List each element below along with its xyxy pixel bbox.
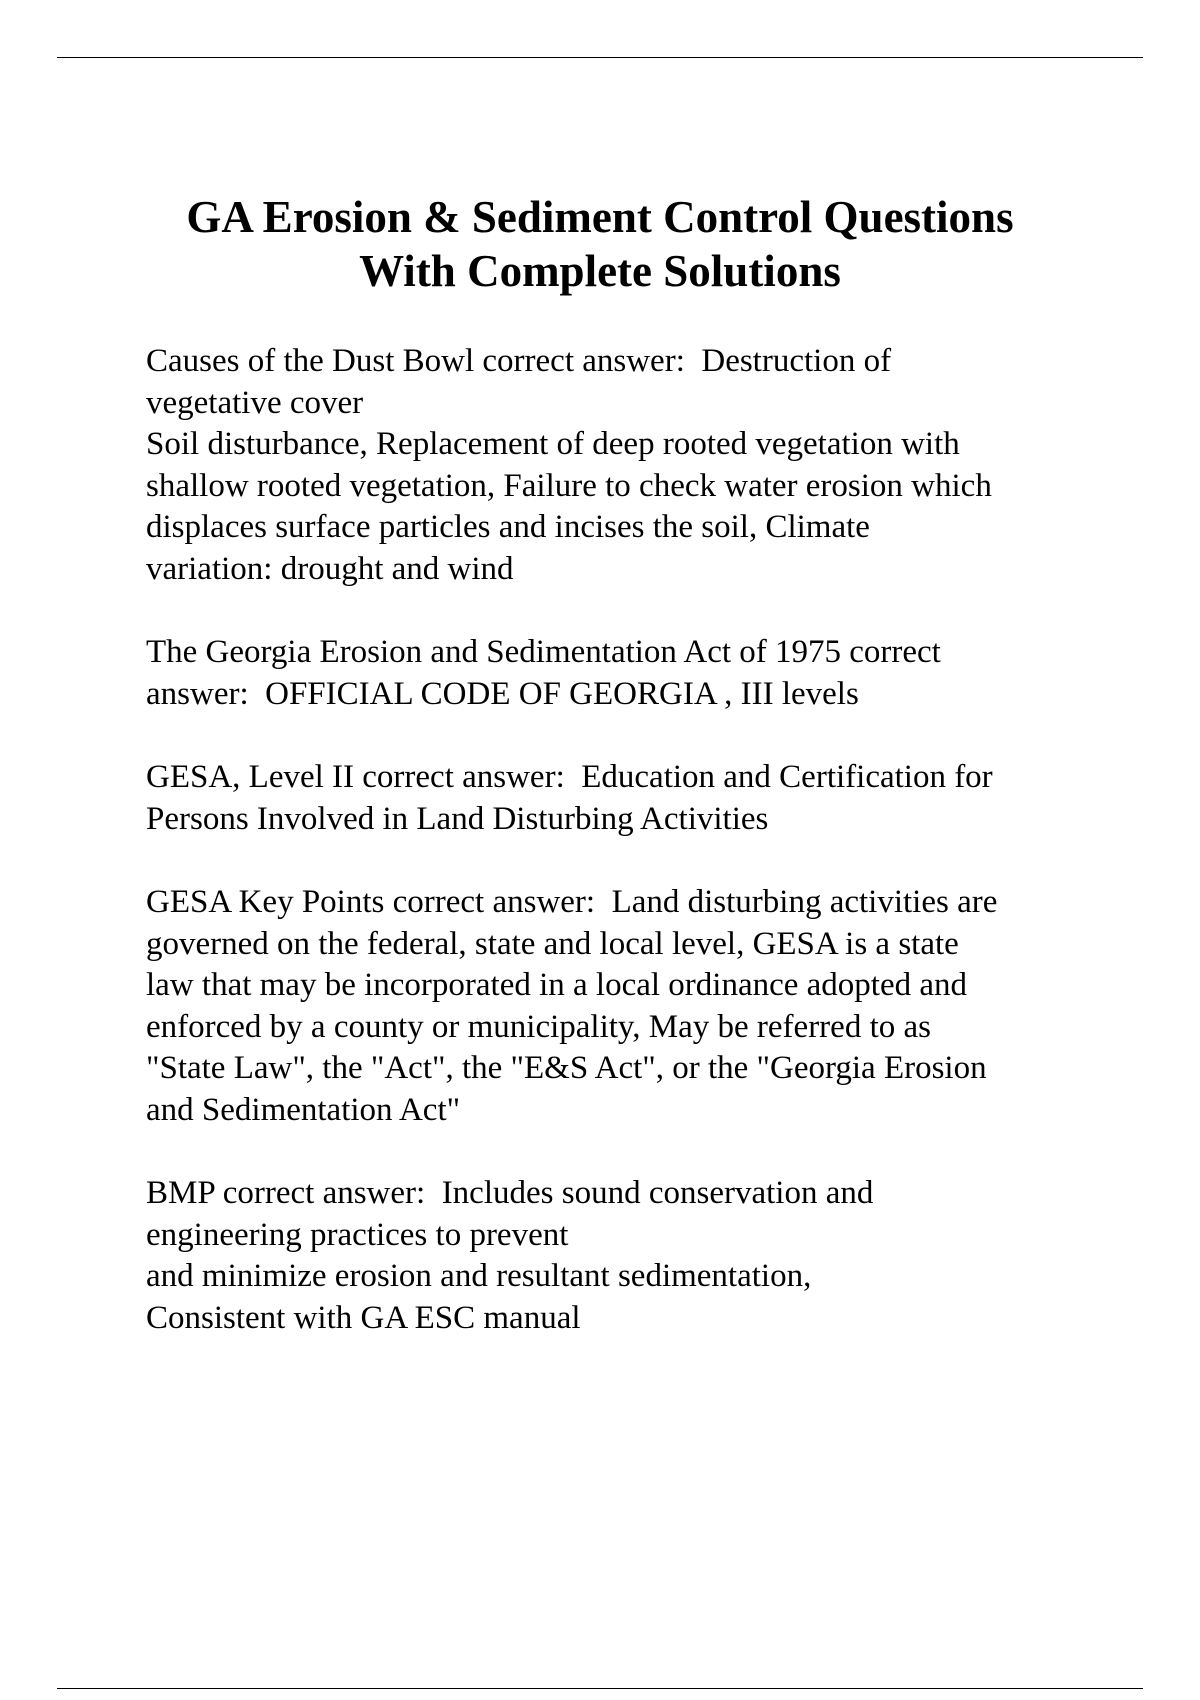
text-line: and minimize erosion and resultant sedimentation, xyxy=(146,1258,812,1294)
qa-entry-gesa-level-ii xyxy=(146,757,1146,840)
text-line: Consistent with GA ESC manual xyxy=(146,1299,581,1336)
text-line: Soil disturbance, Replacement of deep rooted vegetation with xyxy=(146,426,960,462)
text-line: "State Law", the "Act", the "E&S Act", or the "Georgia Erosion xyxy=(146,1050,987,1086)
qa-entry-gesa-key-points xyxy=(146,882,1146,1131)
qa-entry-georgia-act xyxy=(146,632,1146,715)
text-line: engineering practices to prevent xyxy=(146,1216,569,1253)
text-line: displaces surface particles and incises the soil, Climate xyxy=(146,509,870,545)
text-line: law that may be incorporated in a local ordinance adopted and xyxy=(146,967,968,1003)
bottom-divider xyxy=(57,1688,1143,1689)
qa-list xyxy=(146,341,1146,1381)
text-line: shallow rooted vegetation, Failure to check water erosion which xyxy=(146,467,992,504)
text-line: BMP correct answer: Includes sound conservation and xyxy=(146,1175,874,1211)
title-line-1: GA Erosion & Sediment Control Questions xyxy=(186,192,1014,242)
top-divider xyxy=(57,57,1143,58)
text-line: enforced by a county or municipality, May be referred to as xyxy=(146,1008,931,1045)
qa-entry-dust-bowl xyxy=(146,341,1146,590)
document-title xyxy=(100,190,1100,298)
text-line: GESA, Level II correct answer: Education and Certification for xyxy=(146,759,993,795)
text-line: The Georgia Erosion and Sedimentation Act of 1975 correct xyxy=(146,634,941,670)
text-line: vegetative cover xyxy=(146,384,364,421)
title-line-2: With Complete Solutions xyxy=(359,246,841,296)
text-line: variation: drought and wind xyxy=(146,550,514,587)
text-line: and Sedimentation Act" xyxy=(146,1091,461,1128)
text-line: answer: OFFICIAL CODE OF GEORGIA , III levels xyxy=(146,675,859,712)
text-line: governed on the federal, state and local level, GESA is a state xyxy=(146,925,959,962)
text-line: Persons Involved in Land Disturbing Activities xyxy=(146,800,769,837)
text-line: Causes of the Dust Bowl correct answer: Destruction of xyxy=(146,343,892,379)
qa-entry-bmp xyxy=(146,1173,1146,1339)
text-line: GESA Key Points correct answer: Land disturbing activities are xyxy=(146,884,998,920)
